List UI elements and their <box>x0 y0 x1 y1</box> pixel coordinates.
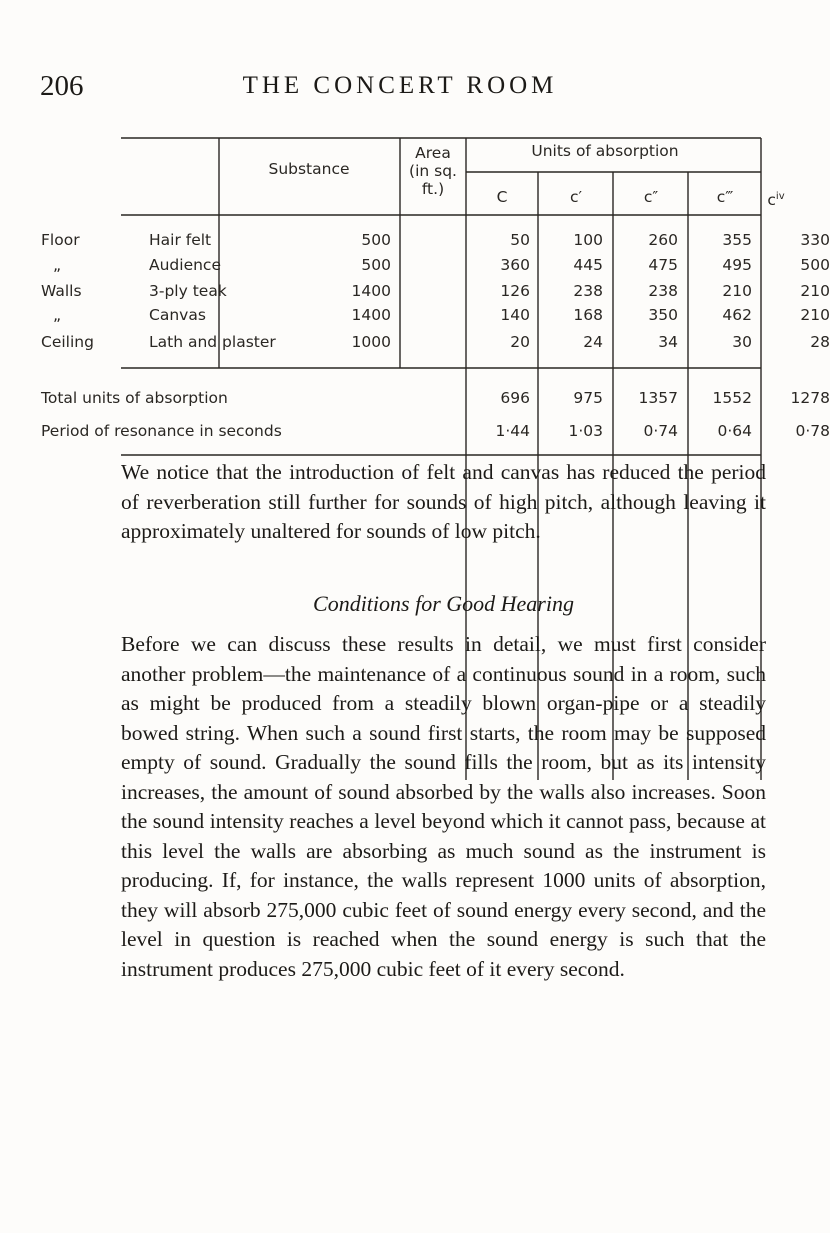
row-c3: 30 <box>732 333 752 351</box>
note-c1: c′ <box>569 188 583 206</box>
row-substance: Hair felt <box>149 231 212 249</box>
row-c: 50 <box>510 231 530 249</box>
row-location: „ <box>53 306 62 324</box>
total-c1: 975 <box>573 389 603 407</box>
note-c2: c″ <box>643 188 659 206</box>
period-c2: 0·74 <box>643 422 678 440</box>
period-c4: 0·78 <box>795 422 830 440</box>
period-c1: 1·03 <box>568 422 603 440</box>
row-c2: 34 <box>658 333 678 351</box>
units-group-header: Units of absorption <box>531 142 679 160</box>
section-heading: Conditions for Good Hearing <box>313 591 574 616</box>
row-area: 1400 <box>351 282 391 300</box>
row-c4: 210 <box>800 282 830 300</box>
area-header-1: Area <box>415 144 451 162</box>
row-c2: 350 <box>648 306 678 324</box>
row-c: 126 <box>500 282 530 300</box>
row-c4: 500 <box>800 256 830 274</box>
row-location: „ <box>53 256 62 274</box>
row-c2: 475 <box>648 256 678 274</box>
row-c2: 260 <box>648 231 678 249</box>
note-c4-base: c <box>767 191 776 210</box>
row-location: Walls <box>41 282 82 300</box>
total-c4: 1278 <box>790 389 830 407</box>
period-c: 1·44 <box>495 422 530 440</box>
paragraph-2-text: Before we can discuss these results in detail, we must first consider another problem—the maintenance of a continuous sound in a room, such as might be produced from a steadily blown organ-pipe or a steadily bowed string. When such a sound first starts, the room may be supposed empty of sound. Gradually the sound fills the room, but as its intensity increases, the amount of sound absorbed by the walls also increases. Soon the sound intensity reaches a level beyond which it cannot pass, because at this level the walls are absorbing as much sound as the instrument is producing. If, for instance, the walls represent 1000 units of absorption, they will absorb 275,000 cubic feet of sound energy every second, and the level in question is reached when the sound energy is such that the instrument produces 275,000 cubic feet of it every second. <box>121 632 766 981</box>
row-c3: 210 <box>722 282 752 300</box>
area-header-2: (in sq. <box>409 162 457 180</box>
total-c3: 1552 <box>712 389 752 407</box>
row-area: 500 <box>361 231 391 249</box>
total-c: 696 <box>500 389 530 407</box>
note-c4 <box>767 188 784 209</box>
row-c4: 28 <box>810 333 830 351</box>
row-area: 500 <box>361 256 391 274</box>
row-c1: 445 <box>573 256 603 274</box>
row-substance: 3-ply teak <box>149 282 227 300</box>
paragraph-main <box>121 630 766 984</box>
row-c1: 168 <box>573 306 603 324</box>
paragraph-intro <box>121 458 766 547</box>
row-c: 140 <box>500 306 530 324</box>
note-c4-sup: iv <box>775 191 785 202</box>
row-c3: 462 <box>722 306 752 324</box>
row-c1: 24 <box>583 333 603 351</box>
row-c: 20 <box>510 333 530 351</box>
paragraph-1-text: We notice that the introduction of felt and canvas has reduced the period of reverberation still further for sounds of high pitch, although leaving it approximately unaltered for sounds of low pitch. <box>121 460 766 543</box>
total-c2: 1357 <box>638 389 678 407</box>
row-c1: 100 <box>573 231 603 249</box>
row-c: 360 <box>500 256 530 274</box>
row-c3: 355 <box>722 231 752 249</box>
row-c3: 495 <box>722 256 752 274</box>
row-area: 1000 <box>351 333 391 351</box>
row-substance: Lath and plaster <box>149 333 276 351</box>
row-substance: Canvas <box>149 306 206 324</box>
row-location: Ceiling <box>41 333 94 351</box>
row-location: Floor <box>41 231 80 249</box>
period-label: Period of resonance in seconds <box>41 422 282 440</box>
page-header <box>40 70 760 110</box>
substance-header: Substance <box>268 160 350 178</box>
row-c4: 210 <box>800 306 830 324</box>
period-c3: 0·64 <box>717 422 752 440</box>
area-header-3: ft.) <box>421 180 445 198</box>
row-area: 1400 <box>351 306 391 324</box>
note-c3: c‴ <box>716 188 734 206</box>
row-substance: Audience <box>149 256 221 274</box>
total-label: Total units of absorption <box>41 389 228 407</box>
note-c: C <box>496 188 508 206</box>
row-c1: 238 <box>573 282 603 300</box>
page-number: 206 <box>40 70 84 102</box>
row-c2: 238 <box>648 282 678 300</box>
row-c4: 330 <box>800 231 830 249</box>
running-title: THE CONCERT ROOM <box>242 72 558 99</box>
